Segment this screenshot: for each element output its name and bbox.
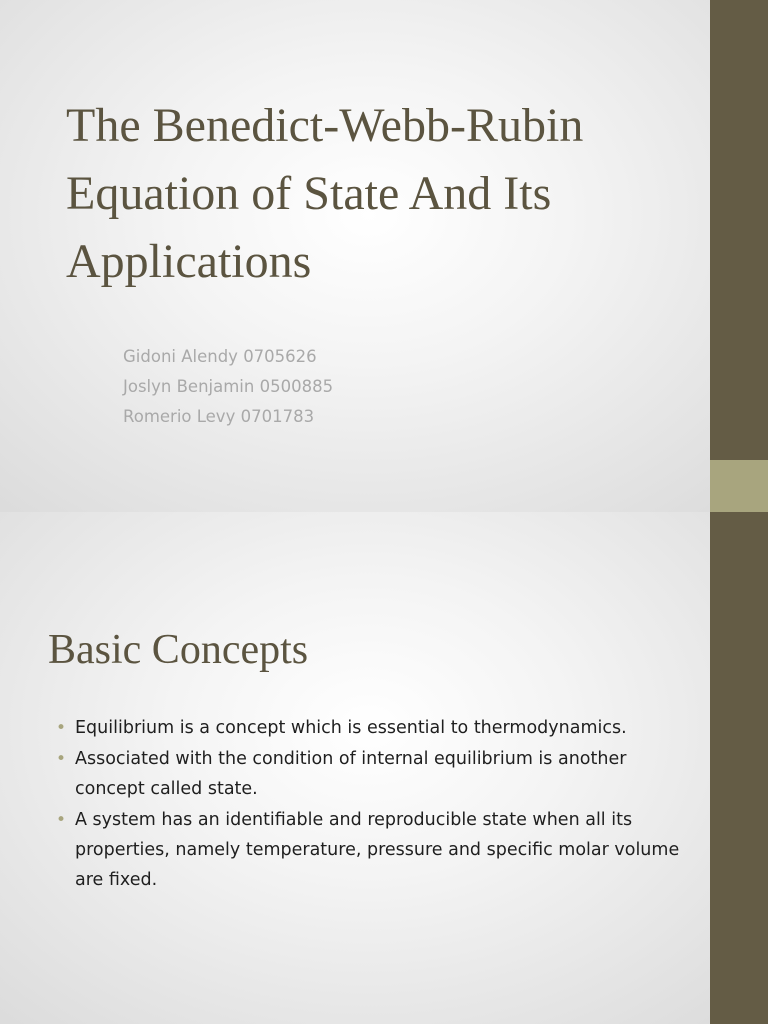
author-line: Gidoni Alendy 0705626 (123, 347, 317, 366)
bullet-text: A system has an identifiable and reproducible state when all its properties, namely temperature, pressure and specific molar volume are fixed. (75, 810, 680, 890)
side-bar (710, 0, 768, 512)
bullet-icon: • (56, 810, 67, 830)
content-slide (0, 512, 768, 1024)
bullet-item (56, 744, 686, 804)
author-line: Joslyn Benjamin 0500885 (123, 377, 334, 396)
bullet-icon: • (56, 718, 67, 738)
author-list (123, 342, 333, 432)
bullet-text: Equilibrium is a concept which is essential to thermodynamics. (75, 718, 627, 738)
side-bar (710, 512, 768, 1024)
bullet-text: Associated with the condition of internal equilibrium is another concept called state. (75, 749, 627, 799)
bullet-list (56, 713, 686, 896)
bullet-item (56, 805, 686, 895)
bullet-icon: • (56, 749, 67, 769)
bullet-item (56, 713, 686, 743)
author-line: Romerio Levy 0701783 (123, 407, 315, 426)
slide-title: The Benedict-Webb-Rubin Equation of State And Its Applications (66, 99, 584, 288)
side-accent-block (710, 460, 768, 512)
slide-heading: Basic Concepts (48, 627, 309, 673)
